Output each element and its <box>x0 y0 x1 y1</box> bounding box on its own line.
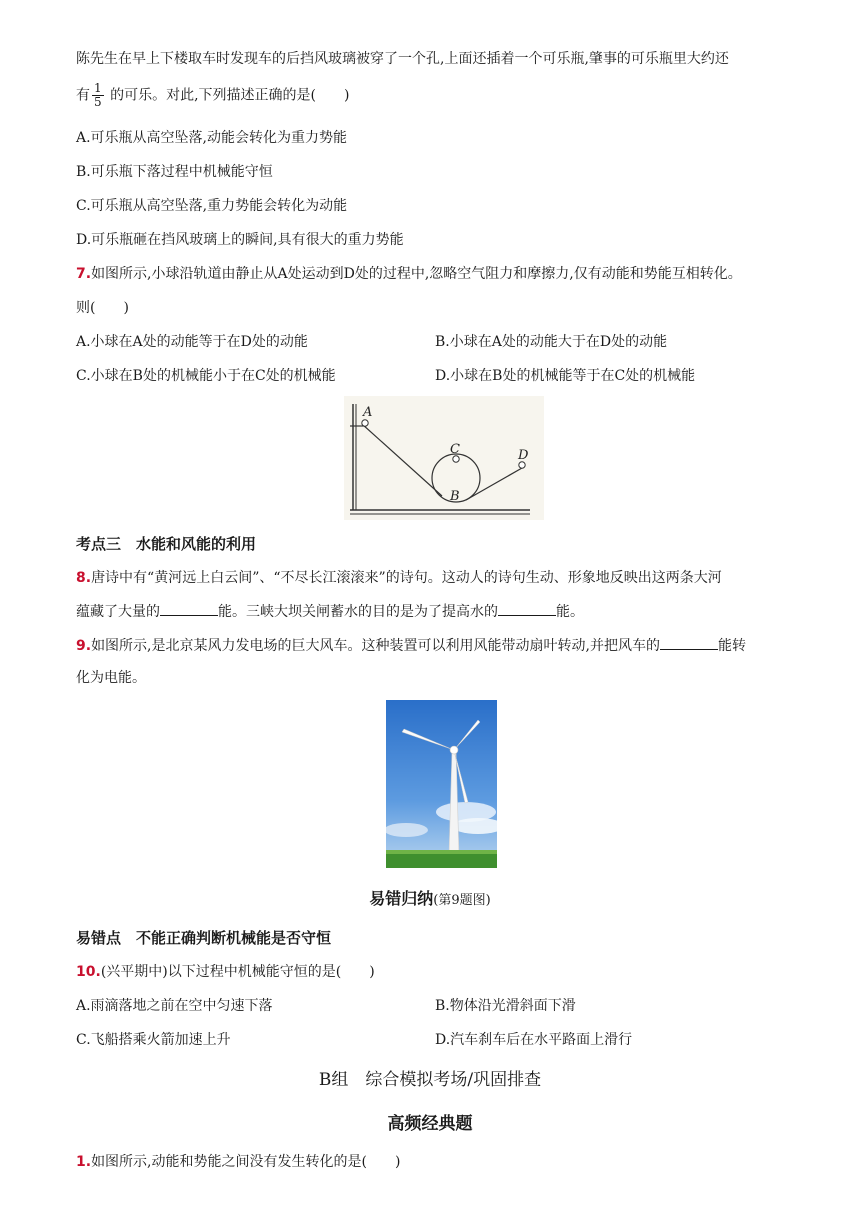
q7-stem-line1 <box>76 264 742 284</box>
figure-caption <box>0 889 860 911</box>
q10-stem <box>76 962 375 982</box>
wind-turbine-photo <box>386 700 497 868</box>
q10-number: 10. <box>76 964 101 980</box>
caption-heading: 易错归纳 <box>369 889 434 908</box>
track-figure <box>344 396 544 520</box>
answer-blank[interactable] <box>498 601 556 616</box>
q9-number: 9. <box>76 638 92 654</box>
answer-blank[interactable] <box>160 601 218 616</box>
q8-text-post: 能。 <box>556 604 584 620</box>
q7-option-d: D.小球在B处的机械能等于在C处的机械能 <box>435 368 696 384</box>
q6-stem-line2 <box>76 82 349 109</box>
q7-stem-text: 如图所示,小球沿轨道由静止从A处运动到D处的过程中,忽略空气阻力和摩擦力,仅有动能和势能互相转化。 <box>91 266 742 282</box>
label-b: B <box>450 489 460 504</box>
error-point-title: 易错点 不能正确判断机械能是否守恒 <box>76 929 332 947</box>
q10-option-a: A.雨滴落地之前在空中匀速下落 <box>76 998 273 1014</box>
caption-text: (第9题图) <box>433 893 491 908</box>
label-a: A <box>363 405 373 420</box>
qb1-stem <box>76 1152 400 1172</box>
q6-option-b: B.可乐瓶下落过程中机械能守恒 <box>76 164 273 180</box>
q6-option-d: D.可乐瓶砸在挡风玻璃上的瞬间,具有很大的重力势能 <box>76 232 404 248</box>
q9-text-post: 能转 <box>717 638 746 654</box>
answer-blank[interactable] <box>660 635 718 650</box>
q6-option-c: C.可乐瓶从高空坠落,重力势能会转化为动能 <box>76 198 348 214</box>
wind-turbine-image <box>386 700 497 868</box>
section-title: 考点三 水能和风能的利用 <box>76 535 257 553</box>
q8-stem-line2 <box>76 601 584 622</box>
q8-number: 8. <box>76 570 92 586</box>
q9-stem-line2: 化为电能。 <box>76 670 146 686</box>
q7-option-a: A.小球在A处的动能等于在D处的动能 <box>76 334 308 350</box>
q6-option-a: A.可乐瓶从高空坠落,动能会转化为重力势能 <box>76 130 348 146</box>
qb1-stem-text: 如图所示,动能和势能之间没有发生转化的是( ) <box>91 1154 401 1170</box>
q7-option-c: C.小球在B处的机械能小于在C处的机械能 <box>76 368 336 384</box>
fraction-denominator: 5 <box>94 95 102 109</box>
q8-stem-line1 <box>76 568 722 588</box>
q10-option-d: D.汽车刹车后在水平路面上滑行 <box>435 1032 633 1048</box>
q7-stem-line2: 则( ) <box>76 300 129 316</box>
group-heading: B组 综合模拟考场/巩固排查 <box>318 1070 542 1090</box>
q6-stem-pre: 有 <box>76 87 90 104</box>
label-d: D <box>518 448 529 463</box>
label-c: C <box>450 442 460 457</box>
subsection-heading: 高频经典题 <box>387 1114 473 1134</box>
q10-option-b: B.物体沿光滑斜面下滑 <box>435 998 576 1014</box>
track-diagram <box>344 396 544 520</box>
q9-stem-line1 <box>76 635 746 656</box>
fraction <box>92 82 104 109</box>
q8-text-mid: 能。三峡大坝关闸蓄水的目的是为了提高水的 <box>218 604 498 620</box>
qb1-number: 1. <box>76 1154 92 1170</box>
q8-text-pre: 蕴藏了大量的 <box>76 604 160 620</box>
q6-stem-post: 的可乐。对此,下列描述正确的是( ) <box>105 87 350 104</box>
q8-stem-text: 唐诗中有“黄河远上白云间”、“不尽长江滚滚来”的诗句。这动人的诗句生动、形象地反映出这两条大河 <box>91 570 722 586</box>
q9-text-pre: 如图所示,是北京某风力发电场的巨大风车。这种装置可以利用风能带动扇叶转动,并把风车的 <box>91 638 660 654</box>
q6-stem-line1: 陈先生在早上下楼取车时发现车的后挡风玻璃被穿了一个孔,上面还插着一个可乐瓶,肇事的可乐瓶里大约还 <box>76 51 729 67</box>
q7-number: 7. <box>76 266 92 282</box>
q7-option-b: B.小球在A处的动能大于在D处的动能 <box>435 334 668 350</box>
q10-option-c: C.飞船搭乘火箭加速上升 <box>76 1032 231 1048</box>
q10-stem-text: (兴平期中)以下过程中机械能守恒的是( ) <box>100 964 375 980</box>
fraction-numerator: 1 <box>94 81 102 95</box>
